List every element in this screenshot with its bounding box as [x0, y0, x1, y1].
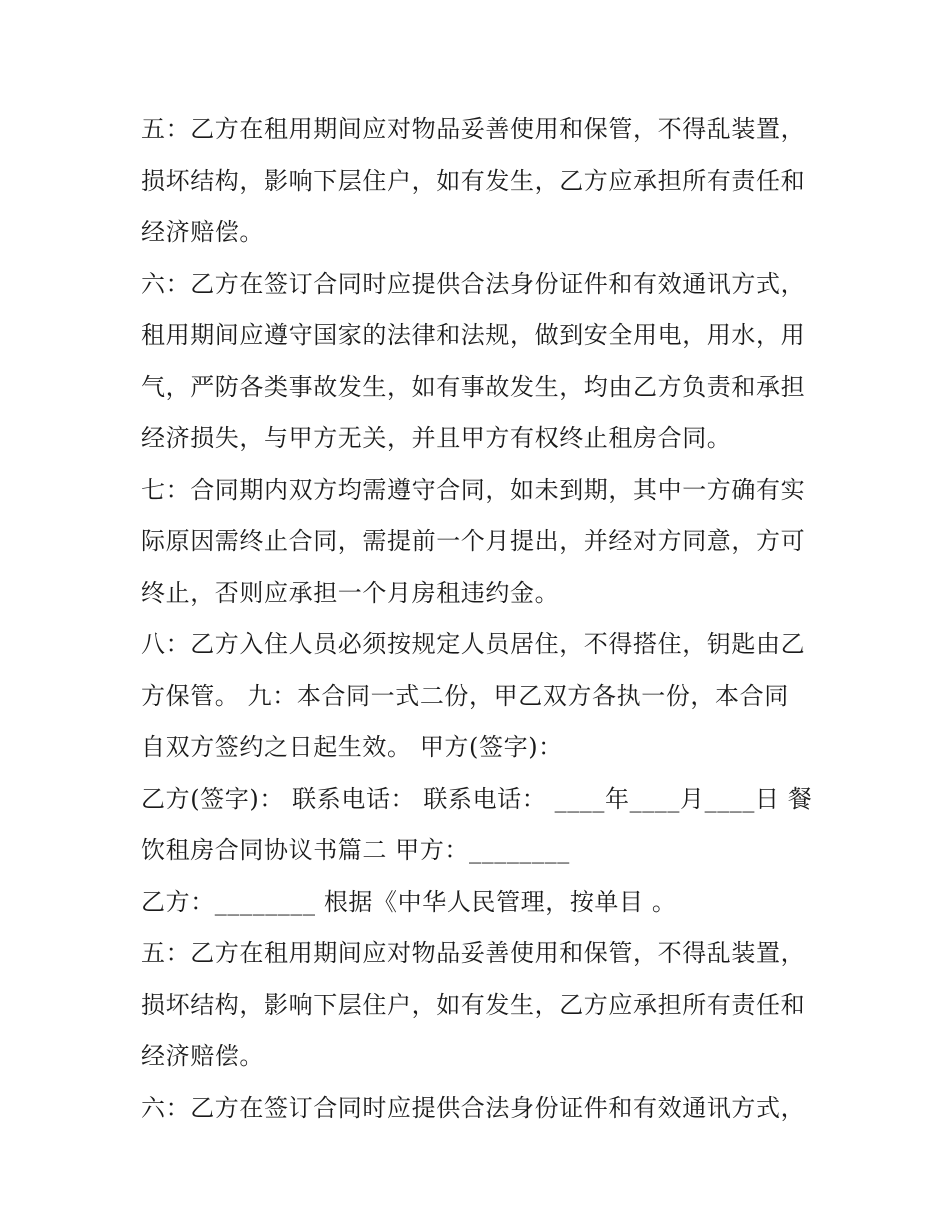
text-line: 方保管。 九：本合同一式二份，甲乙双方各执一份，本合同	[141, 681, 789, 710]
text-line: 气，严防各类事故发生，如有事故发生，均由乙方负责和承担	[141, 372, 806, 401]
text-line: 八：乙方入住人员必须按规定人员居住，不得搭住，钥匙由乙	[141, 630, 806, 658]
text-line: 损坏结构，影响下层住户，如有发生，乙方应承担所有责任和	[141, 166, 806, 195]
text-line: 六：乙方在签订合同时应提供合法身份证件和有效通讯方式，	[141, 269, 806, 298]
text-line: 六：乙方在签订合同时应提供合法身份证件和有效通讯方式，	[141, 1093, 806, 1122]
text-line: 七：合同期内双方均需遵守合同，如未到期，其中一方确有实	[141, 475, 806, 504]
text-line: 损坏结构，影响下层住户，如有发生，乙方应承担所有责任和	[141, 990, 806, 1019]
text-line: 饮租房合同协议书篇二 甲方：________	[141, 836, 570, 864]
text-line: 租用期间应遵守国家的法律和法规，做到安全用电，用水，用	[141, 321, 806, 349]
text-line: 终止，否则应承担一个月房租违约金。	[141, 578, 560, 607]
text-line: 际原因需终止合同，需提前一个月提出，并经对方同意，方可	[141, 527, 806, 555]
text-line: 经济赔偿。	[141, 1042, 264, 1070]
text-line: 经济损失，与甲方无关，并且甲方有权终止租房合同。	[141, 424, 732, 452]
text-line: 乙方：________ 根据《中华人民管理，按单目 。	[141, 887, 677, 916]
text-line: 自双方签约之日起生效。 甲方(签字)：	[141, 733, 563, 761]
text-line: 乙方(签字)： 联系电话： 联系电话： ____年____月____日 餐	[141, 784, 813, 813]
text-line: 经济赔偿。	[141, 218, 264, 246]
document-body	[141, 104, 821, 1134]
text-line: 五：乙方在租用期间应对物品妥善使用和保管，不得乱装置，	[141, 115, 806, 143]
text-line: 五：乙方在租用期间应对物品妥善使用和保管，不得乱装置，	[141, 939, 806, 967]
